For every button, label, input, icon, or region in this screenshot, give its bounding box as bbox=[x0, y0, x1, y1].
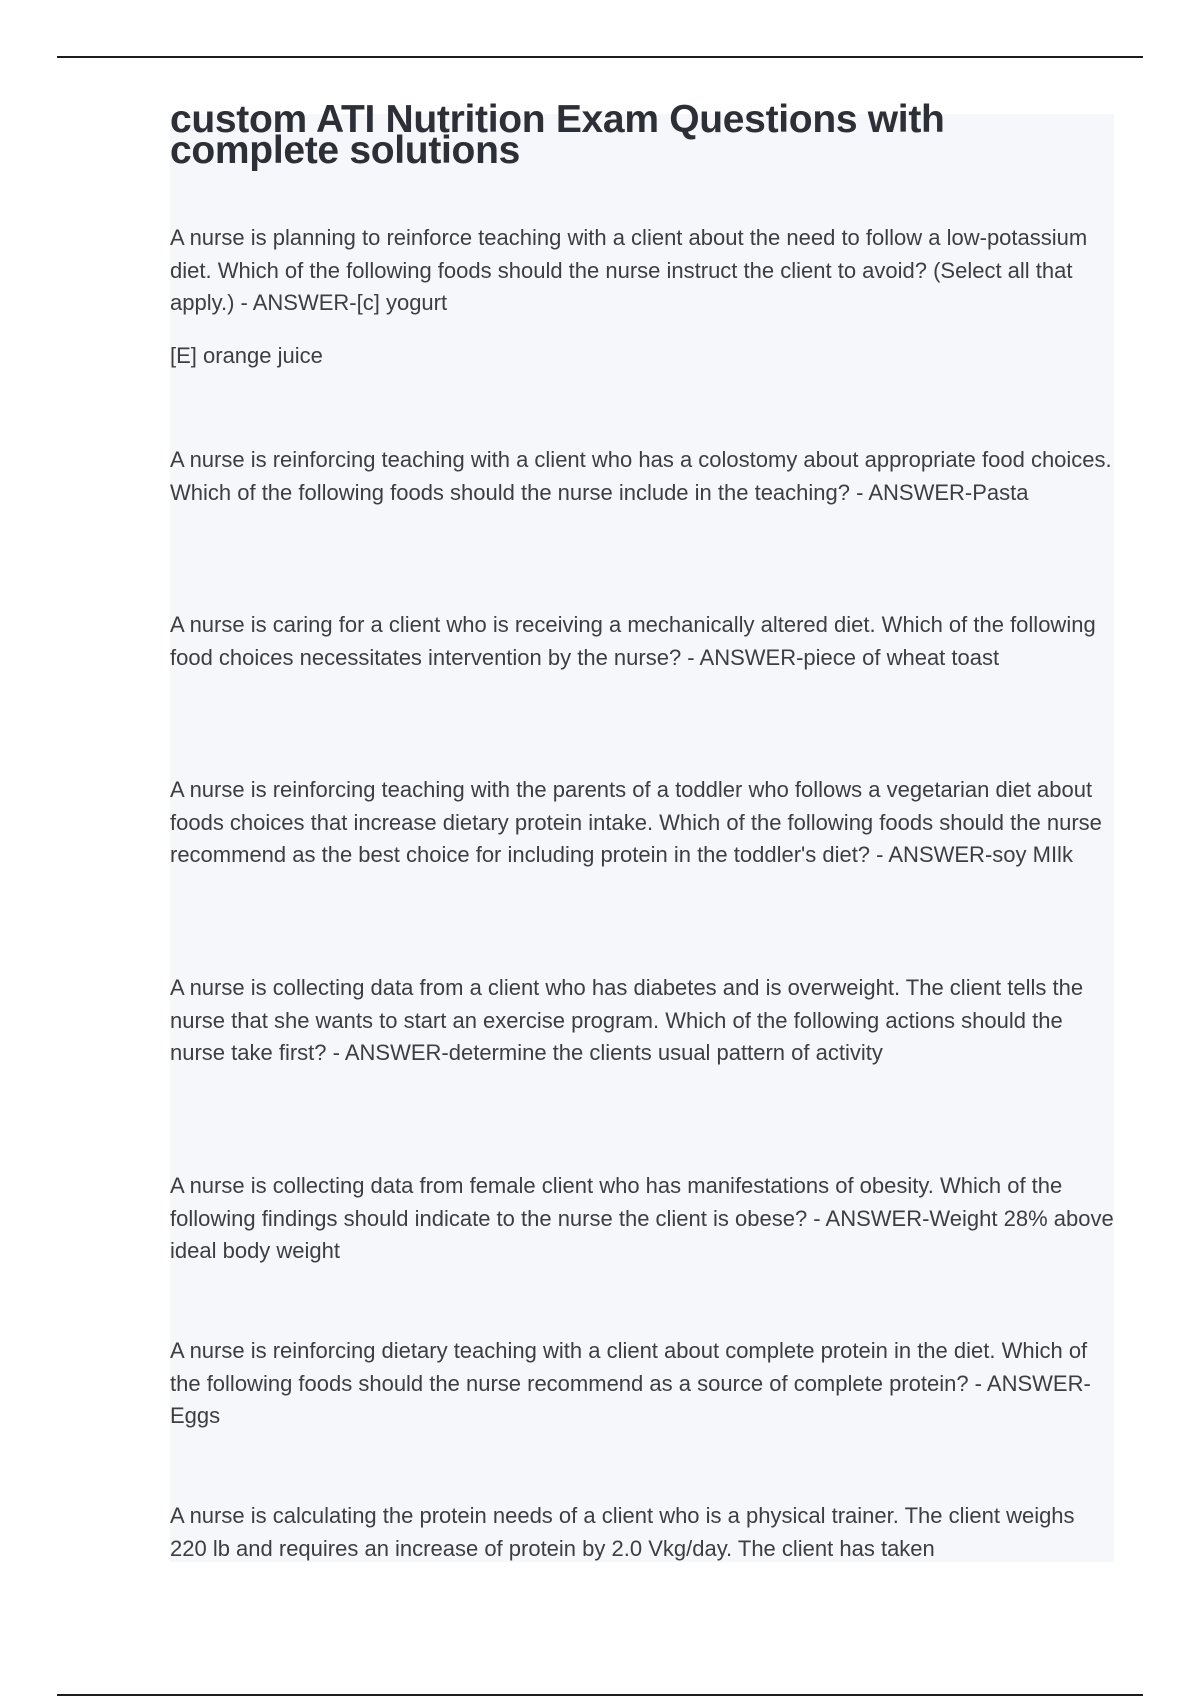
header-rule bbox=[57, 56, 1143, 58]
question-block-5 bbox=[170, 972, 1115, 1070]
question-text: A nurse is reinforcing teaching with a client who has a colostomy about appropriate food choices. Which of the following foods should the nurse include in the teaching? - ANSWER-Pasta bbox=[170, 447, 1112, 505]
answer-continuation: [E] orange juice bbox=[170, 342, 323, 368]
question-text: A nurse is collecting data from a client who has diabetes and is overweight. The client tells the nurse that she wants to start an exercise program. Which of the following actions should the nurse take first? - ANSWER-determine the clients usual pattern of activity bbox=[170, 975, 1084, 1065]
question-block-2 bbox=[170, 444, 1115, 509]
question-text: A nurse is calculating the protein needs of a client who is a physical trainer. The client weighs 220 lb and requires an increase of protein by 2.0 Vkg/day. The client has taken bbox=[170, 1503, 1075, 1561]
question-text: A nurse is reinforcing teaching with the parents of a toddler who follows a vegetarian diet about foods choices that increase dietary protein intake. Which of the following foods should the nurse recommend as the best choice for including protein in the toddler's diet? - ANSWER-soy MIlk bbox=[170, 777, 1102, 867]
question-text: A nurse is planning to reinforce teaching with a client about the need to follow a low-potassium diet. Which of the following foods should the nurse instruct the client to avoid? (Select all that apply.) - ANSWER-[c] yogurt bbox=[170, 225, 1088, 315]
question-text: A nurse is reinforcing dietary teaching with a client about complete protein in the diet. Which of the following foods should the nurse recommend as a source of complete protein? - ANSWER-Eggs bbox=[170, 1338, 1091, 1428]
question-text: A nurse is collecting data from female client who has manifestations of obesity. Which of the following findings should indicate to the nurse the client is obese? - ANSWER-Weight 28% above ideal body weight bbox=[170, 1173, 1114, 1263]
question-block-6 bbox=[170, 1170, 1115, 1268]
question-block-8 bbox=[170, 1500, 1115, 1565]
document-title: custom ATI Nutrition Exam Questions with complete solutions bbox=[170, 98, 945, 172]
question-block-7 bbox=[170, 1335, 1115, 1433]
question-block-3 bbox=[170, 609, 1115, 674]
question-block-4 bbox=[170, 774, 1115, 872]
footer-rule bbox=[57, 1694, 1143, 1696]
question-text: A nurse is caring for a client who is receiving a mechanically altered diet. Which of the following food choices necessitates intervention by the nurse? - ANSWER-piece of wheat toast bbox=[170, 612, 1096, 670]
question-block-1 bbox=[170, 222, 1115, 372]
